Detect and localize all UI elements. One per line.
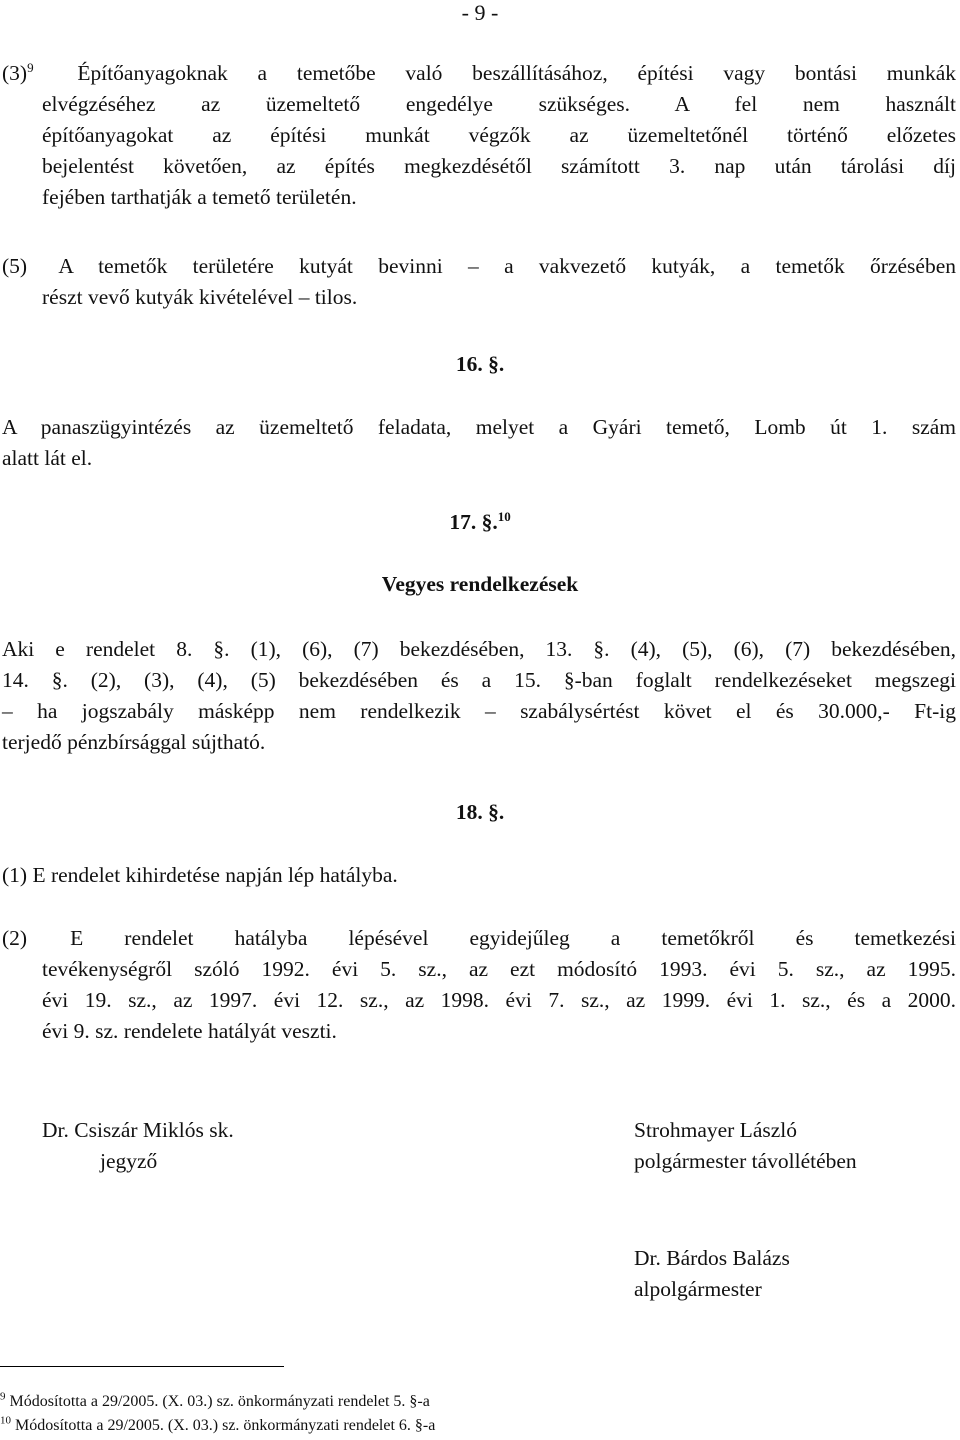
footnote-10: [0, 1416, 435, 1436]
section-17-line-2: 14. §. (2), (3), (4), (5) bekezdésében és a 15. §-ban foglalt rendelkezéseket megszegi: [2, 668, 956, 692]
page-number: - 9 -: [461, 0, 499, 25]
paragraph-3-continued: [42, 89, 956, 213]
paragraph-3-line-5: fejében tarthatják a temető területén.: [42, 185, 357, 209]
section-16-line-1: A panaszügyintézés az üzemeltető feladata, melyet a Gyári temető, Lomb út 1. szám: [2, 415, 956, 439]
section-16-body: [2, 412, 956, 474]
signature-alpolgarmester-name: Dr. Bárdos Balázs: [634, 1246, 790, 1270]
paragraph-3-line-3: építőanyagokat az építési munkát végzők az üzemeltetőnél történő előzetes: [42, 123, 956, 147]
paragraph-3-text-1: Építőanyagoknak a temetőbe való beszállításához, építési vagy bontási munkák: [77, 61, 956, 85]
signature-alpolgarmester-title: alpolgármester: [634, 1277, 762, 1301]
section-17-line-1: Aki e rendelet 8. §. (1), (6), (7) bekezdésében, 13. §. (4), (5), (6), (7) bekezdésében,: [2, 637, 956, 661]
section-18-para-2-text-1: E rendelet hatályba lépésével egyidejűleg a temetőkről és temetkezési: [70, 926, 956, 950]
signature-alpolgarmester: [634, 1243, 790, 1305]
paragraph-5-text-1: A temetők területére kutyát bevinni – a vakvezető kutyák, a temetők őrzésében: [58, 254, 957, 278]
section-18-para-2-line-3: évi 19. sz., az 1997. évi 12. sz., az 1998. évi 7. sz., az 1999. évi 1. sz., és a 2000.: [42, 988, 956, 1012]
section-17-line-4: terjedő pénzbírsággal sújtható.: [2, 730, 266, 754]
section-17-line-3: – ha jogszabály másképp nem rendelkezik – szabálysértést követ el és 30.000,- Ft-ig: [2, 699, 956, 723]
section-16-heading: 16. §.: [455, 352, 505, 376]
paragraph-5-marker: (5): [2, 254, 28, 278]
section-18-para-2-line-2: tevékenységről szóló 1992. évi 5. sz., az ezt módosító 1993. évi 5. sz., az 1995.: [42, 957, 956, 981]
signature-polgarmester-title: polgármester távollétében: [634, 1149, 857, 1173]
signature-polgarmester-name: Strohmayer László: [634, 1118, 797, 1142]
signature-jegyzo-title: jegyző: [100, 1149, 158, 1173]
footnote-separator: [0, 1366, 284, 1367]
signature-polgarmester: [634, 1115, 857, 1177]
section-18-para-2: [2, 923, 956, 954]
paragraph-3-line-2: elvégzéséhez az üzemeltető engedélye szükséges. A fel nem használt: [42, 92, 956, 116]
section-16-line-2: alatt lát el.: [2, 446, 93, 470]
paragraph-5-continued: [42, 282, 956, 313]
paragraph-3-line-4: bejelentést követően, az építés megkezdésétől számított 3. nap után tárolási díj: [42, 154, 956, 178]
paragraph-3-marker: (3): [2, 61, 28, 85]
section-18-para-1: (1) E rendelet kihirdetése napján lép hatályba.: [2, 863, 398, 887]
paragraph-3-line-1: [2, 58, 956, 89]
paragraph-5-line-1: [2, 251, 956, 282]
footnote-9-text: Módosította a 29/2005. (X. 03.) sz. önkormányzati rendelet 5. §-a: [9, 1393, 430, 1410]
footnote-10-ref: 10: [0, 1414, 11, 1427]
footnote-ref-9: 9: [27, 59, 34, 75]
footnote-9-ref: 9: [0, 1390, 6, 1403]
section-17-body: [2, 634, 956, 758]
section-18-para-2-continued: [42, 954, 956, 1047]
section-18-para-2-line-1: [2, 923, 956, 954]
footnote-9: [0, 1392, 430, 1412]
footnote-ref-10: 10: [497, 508, 511, 524]
section-18-para-2-marker: (2): [2, 926, 28, 950]
section-17-heading-text: 17. §.: [449, 510, 498, 534]
paragraph-5-line-2: részt vevő kutyák kivételével – tilos.: [42, 285, 358, 309]
section-18-heading: 18. §.: [455, 800, 505, 824]
section-18-para-2-line-4: évi 9. sz. rendelete hatályát veszti.: [42, 1019, 337, 1043]
paragraph-5: [2, 251, 956, 282]
section-17-title: Vegyes rendelkezések: [381, 572, 579, 596]
paragraph-3: [2, 58, 956, 89]
section-17-heading: [0, 510, 960, 535]
signature-jegyzo: [42, 1115, 234, 1177]
footnote-10-text: Módosította a 29/2005. (X. 03.) sz. önkormányzati rendelet 6. §-a: [15, 1417, 436, 1434]
signature-jegyzo-name: Dr. Csiszár Miklós sk.: [42, 1118, 234, 1142]
